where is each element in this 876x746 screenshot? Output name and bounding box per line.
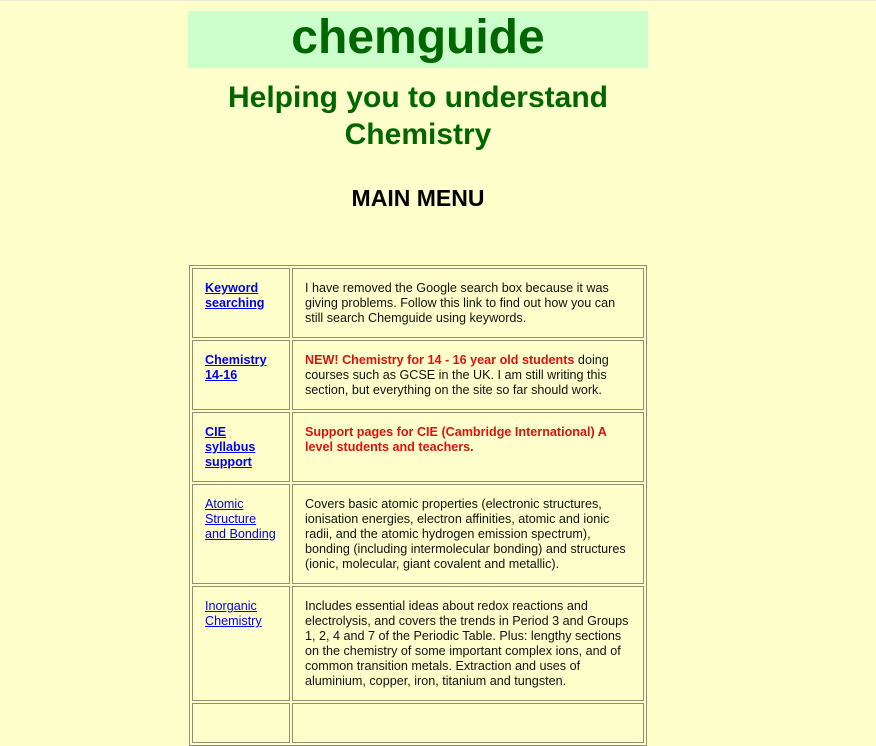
- menu-row: [192, 412, 644, 482]
- site-banner: [188, 11, 648, 68]
- menu-link-keyword-searching[interactable]: Keyword searching: [205, 281, 265, 310]
- menu-link-cell: [192, 586, 290, 701]
- menu-row: [192, 340, 644, 410]
- menu-row: [192, 268, 644, 338]
- menu-description: [292, 412, 644, 482]
- menu-row: [192, 586, 644, 701]
- menu-description: [292, 268, 644, 338]
- menu-description: [292, 586, 644, 701]
- menu-row: [192, 484, 644, 584]
- menu-link-chemistry-14-16[interactable]: Chemistry 14-16: [205, 353, 267, 382]
- menu-link-cell: [192, 268, 290, 338]
- site-title: chemguide: [291, 11, 545, 64]
- menu-description: [292, 340, 644, 410]
- menu-description-text: I have removed the Google search box because it was giving problems. Follow this link to find out how you can still search Chemguide using keywords.: [305, 281, 616, 325]
- menu-description-text: doing courses such as GCSE in the UK. I am still writing this section, but everything on the site so far should work.: [305, 353, 609, 397]
- menu-heading: MAIN MENU: [351, 185, 485, 211]
- menu-link-atomic-structure[interactable]: Atomic Structure and Bonding: [205, 497, 276, 541]
- menu-link-cell: [192, 340, 290, 410]
- menu-link-inorganic-chemistry[interactable]: Inorganic Chemistry: [205, 599, 262, 628]
- menu-row-partial: [192, 703, 644, 743]
- menu-description-text: Covers basic atomic properties (electronic structures, ionisation energies, electron affinities, atomic and ionic radii, and the atomic hydrogen emission spectrum), bonding (including intermolecular bonding) and structures (ionic, molecular, giant covalent and metallic).: [305, 497, 626, 571]
- menu-description: [292, 703, 644, 743]
- main-menu-table: [189, 265, 647, 746]
- menu-link-cie-syllabus-support[interactable]: CIE syllabus support: [205, 425, 256, 469]
- tagline-line-2: Chemistry: [344, 118, 492, 151]
- menu-description: [292, 484, 644, 584]
- menu-link-cell: [192, 703, 290, 743]
- site-tagline: [188, 79, 648, 153]
- menu-description-highlight: Support pages for CIE (Cambridge International) A level students and teachers.: [305, 425, 607, 454]
- tagline-line-1: Helping you to understand: [228, 81, 608, 114]
- menu-link-cell: [192, 484, 290, 584]
- top-divider: [0, 0, 876, 1]
- menu-description-text: Includes essential ideas about redox reactions and electrolysis, and covers the trends in Period 3 and Groups 1, 2, 4 and 7 of the Periodic Table. Plus: lengthy sections on the chemistry of some important complex ions, and of common transition metals. Extraction and uses of aluminium, copper, iron, titanium and tungsten.: [305, 599, 629, 688]
- menu-description-highlight: NEW! Chemistry for 14 - 16 year old students: [305, 353, 575, 367]
- menu-link-cell: [192, 412, 290, 482]
